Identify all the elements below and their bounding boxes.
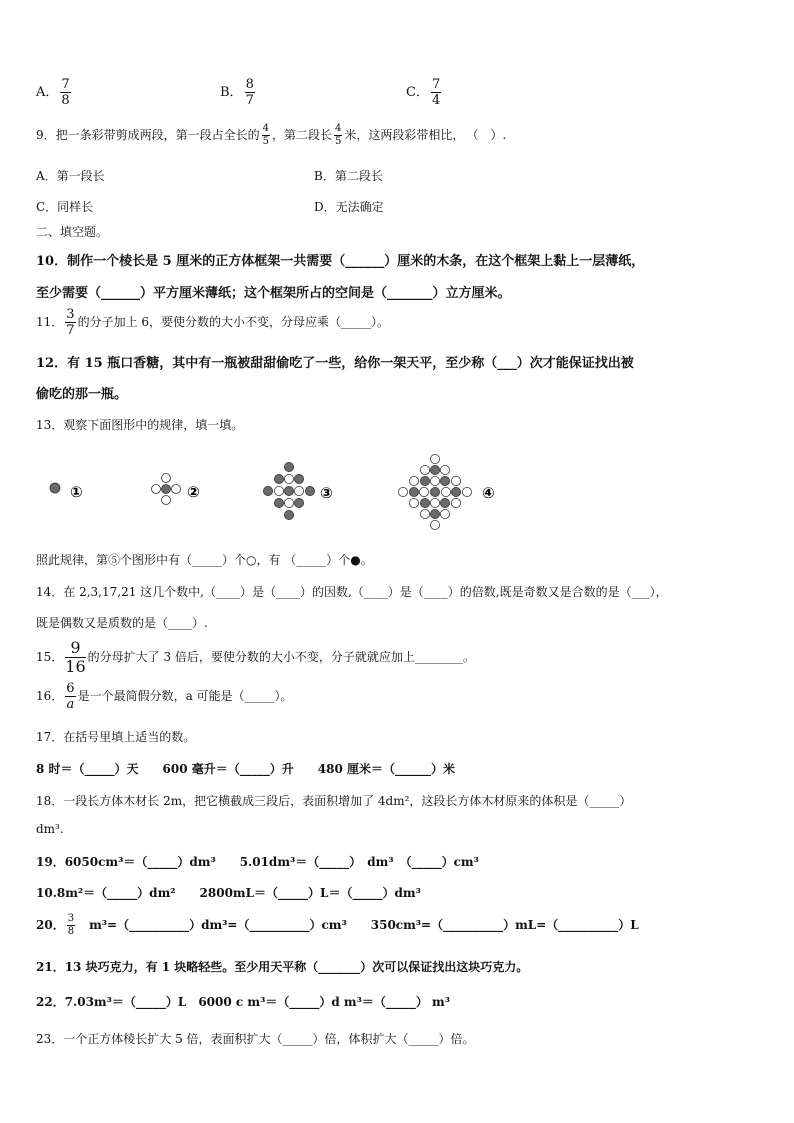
filled-dot (420, 498, 429, 507)
hollow-dot (430, 476, 439, 485)
q9-option-b: B．第二段长 (314, 169, 383, 183)
question-17-blanks: 8 时＝（_____）天 600 毫升＝（_____）升 480 厘米＝（______）米 (36, 762, 455, 776)
figure-label: ④ (482, 484, 495, 502)
figure-label: ② (187, 483, 200, 501)
fraction: $\frac{7}{8}$ (61, 77, 70, 108)
fraction: $\frac{3}{7}$ (66, 307, 75, 338)
hollow-dot (451, 476, 460, 485)
pattern-figure-4 (394, 452, 504, 534)
hollow-dot (409, 498, 418, 507)
hollow-dot (398, 487, 407, 496)
filled-dot (294, 474, 303, 483)
question-16: 16． $\frac{6}{a}$ 是一个最简假分数，a 可能是（_____）。 (36, 681, 293, 712)
hollow-dot (440, 509, 449, 518)
hollow-dot (440, 465, 449, 474)
hollow-dot (274, 486, 283, 495)
figure-label: ① (70, 483, 83, 501)
question-10-line-1: 10．制作一个棱长是 5 厘米的正方体框架一共需要（______）厘米的木条，在这个框架上黏上一层薄纸， (36, 254, 645, 269)
filled-dot (294, 498, 303, 507)
question-14-line-1: 14．在 2,3,17,21 这几个数中,（____）是（____）的因数,（____）是（____）的倍数,既是奇数又是合数的是（___）， (36, 585, 668, 599)
question-20: 20． $\frac{3}{8}$ m³=（__________）dm³=（__________）cm³ 350cm³=（__________）mL=（__________）L (36, 913, 639, 937)
filled-dot (305, 486, 314, 495)
question-19-line-2: 10.8m²＝（_____）dm² 2800mL＝（_____）L＝（_____）dm³ (36, 886, 421, 900)
filled-dot (420, 476, 429, 485)
hollow-dot (409, 476, 418, 485)
q8-option-a: A． $\frac{7}{8}$ (36, 77, 70, 108)
filled-dot (162, 485, 171, 494)
filled-dot (50, 483, 60, 493)
question-13: 13．观察下面图形中的规律，填一填。 (36, 418, 244, 432)
q8-option-c: C． $\frac{7}{4}$ (406, 77, 441, 108)
pattern-figure-1 (46, 480, 96, 504)
filled-dot (263, 486, 272, 495)
hollow-dot (462, 487, 471, 496)
q9-option-c: C．同样长 (36, 200, 94, 214)
hollow-dot (419, 487, 428, 496)
filled-dot (451, 487, 460, 496)
hollow-dot (441, 487, 450, 496)
filled-dot (274, 498, 283, 507)
question-13-follow: 照此规律，第⑤个图形中有（_____）个○，有 （_____）个●。 (36, 553, 373, 567)
section-title: 二、填空题。 (36, 225, 109, 239)
question-23: 23．一个正方体棱长扩大 5 倍，表面积扩大（_____）倍，体积扩大（_____）倍。 (36, 1032, 475, 1046)
hollow-dot (420, 509, 429, 518)
question-9: 9．把一条彩带剪成两段，第一段占全长的 $\frac{4}{5}$ ，第二段长 $\frac{4}{5}$ 米，这两段彩带相比， （ ）. (36, 123, 507, 147)
question-18-line-1: 18．一段长方体木材长 2m，把它横截成三段后，表面积增加了 4dm²，这段长方体木材原来的体积是（_____） (36, 794, 632, 808)
question-19-line-1: 19．6050cm³＝（_____）dm³ 5.01dm³＝（_____） dm³ （_____）cm³ (36, 855, 479, 869)
hollow-dot (162, 496, 171, 505)
fraction: $\frac{4}{5}$ (262, 123, 270, 147)
question-12-line-2: 偷吃的那一瓶。 (36, 387, 128, 402)
question-15: 15． $\frac{9}{16}$ 的分母扩大了 3 倍后，要使分数的大小不变，分子就就应加上________。 (36, 638, 475, 676)
pattern-figure-3 (258, 460, 342, 524)
hollow-dot (451, 498, 460, 507)
question-18-line-2: dm³. (36, 822, 64, 836)
fraction: $\frac{8}{7}$ (245, 77, 254, 108)
pattern-figure-2 (147, 472, 211, 512)
question-17: 17．在括号里填上适当的数。 (36, 730, 196, 744)
fraction: $\frac{6}{a}$ (66, 681, 75, 712)
question-12-line-1: 12．有 15 瓶口香糖，其中有一瓶被甜甜偷吃了一些，给你一架天平，至少称（___）次才能保证找出被 (36, 356, 634, 371)
hollow-dot (162, 474, 171, 483)
filled-dot (430, 487, 439, 496)
question-21: 21．13 块巧克力，有 1 块略轻些。至少用天平称（_______）次可以保证找出这块巧克力。 (36, 960, 529, 974)
hollow-dot (294, 486, 303, 495)
hollow-dot (284, 474, 293, 483)
hollow-dot (420, 465, 429, 474)
filled-dot (430, 509, 439, 518)
fraction: $\frac{3}{8}$ (67, 913, 75, 937)
hollow-dot (430, 498, 439, 507)
filled-dot (284, 486, 293, 495)
filled-dot (274, 474, 283, 483)
filled-dot (284, 462, 293, 471)
hollow-dot (172, 485, 181, 494)
fraction: $\frac{9}{16}$ (65, 638, 86, 676)
q9-option-a: A．第一段长 (36, 169, 105, 183)
filled-dot (440, 476, 449, 485)
hollow-dot (430, 454, 439, 463)
q9-option-d: D．无法确定 (314, 200, 384, 214)
filled-dot (284, 510, 293, 519)
filled-dot (430, 465, 439, 474)
filled-dot (440, 498, 449, 507)
question-11: 11． $\frac{3}{7}$ 的分子加上 6，要使分数的大小不变，分母应乘（_____）。 (36, 307, 390, 338)
fraction: $\frac{4}{5}$ (335, 123, 342, 147)
q8-option-b: B． $\frac{8}{7}$ (220, 77, 254, 108)
hollow-dot (284, 498, 293, 507)
filled-dot (409, 487, 418, 496)
question-10-line-2: 至少需要（______）平方厘米薄纸；这个框架所占的空间是（_______）立方厘米。 (36, 286, 511, 301)
fraction: $\frac{7}{4}$ (431, 77, 441, 108)
question-22: 22．7.03m³＝（_____）L 6000 c m³＝（_____）d m³＝（_____） m³ (36, 995, 450, 1009)
figure-label: ③ (320, 484, 333, 502)
hollow-dot (430, 520, 439, 529)
hollow-dot (152, 485, 161, 494)
question-14-line-2: 既是偶数又是质数的是（____）. (36, 616, 208, 630)
